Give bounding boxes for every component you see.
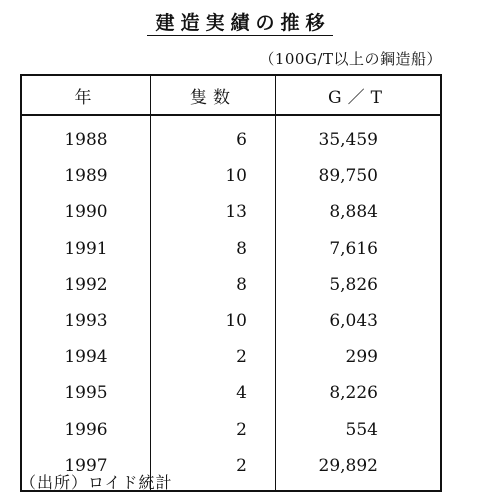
cell-gt: 35,459 (318, 130, 378, 151)
table-row (21, 412, 441, 448)
header-row (21, 75, 441, 115)
unit-note: （100G/T以上の鋼造船） (259, 50, 442, 68)
document-title (0, 8, 480, 35)
table-body (21, 115, 441, 491)
cell-year: 1988 (21, 115, 151, 158)
cell-year: 1997 (21, 448, 151, 491)
cell-count: 10 (151, 158, 276, 194)
cell-count: 6 (151, 115, 276, 158)
header-gt: G／T (276, 75, 442, 115)
header-year: 年 (21, 75, 151, 115)
cell-year: 1996 (21, 412, 151, 448)
cell-year: 1990 (21, 194, 151, 230)
cell-gt: 554 (345, 419, 378, 440)
cell-count: 2 (151, 412, 276, 448)
title-text: 建造実績の推移 (147, 12, 332, 36)
cell-gt: 89,750 (318, 166, 378, 187)
table-row (21, 339, 441, 375)
table-row (21, 115, 441, 158)
table-row (21, 158, 441, 194)
table-row (21, 194, 441, 230)
cell-year: 1991 (21, 231, 151, 267)
cell-count: 2 (151, 448, 276, 491)
cell-count: 13 (151, 194, 276, 230)
cell-year: 1992 (21, 267, 151, 303)
cell-gt: 299 (345, 347, 378, 368)
cell-gt: 5,826 (329, 274, 378, 295)
cell-count: 10 (151, 303, 276, 339)
table-row (21, 231, 441, 267)
table-header (21, 75, 441, 115)
cell-year: 1995 (21, 375, 151, 411)
shipbuilding-table (20, 74, 442, 492)
table-row (21, 303, 441, 339)
cell-count: 4 (151, 375, 276, 411)
cell-count: 8 (151, 267, 276, 303)
cell-gt: 6,043 (329, 311, 378, 332)
cell-year: 1989 (21, 158, 151, 194)
cell-count: 8 (151, 231, 276, 267)
source-note: （出所）ロイド統計 (20, 473, 173, 492)
cell-year: 1993 (21, 303, 151, 339)
cell-gt: 8,884 (329, 202, 378, 223)
cell-year: 1994 (21, 339, 151, 375)
cell-gt: 7,616 (329, 238, 378, 259)
cell-gt: 8,226 (329, 383, 378, 404)
cell-gt: 29,892 (318, 455, 378, 476)
header-count: 隻数 (151, 75, 276, 115)
table-row (21, 267, 441, 303)
cell-count: 2 (151, 339, 276, 375)
table-row (21, 375, 441, 411)
